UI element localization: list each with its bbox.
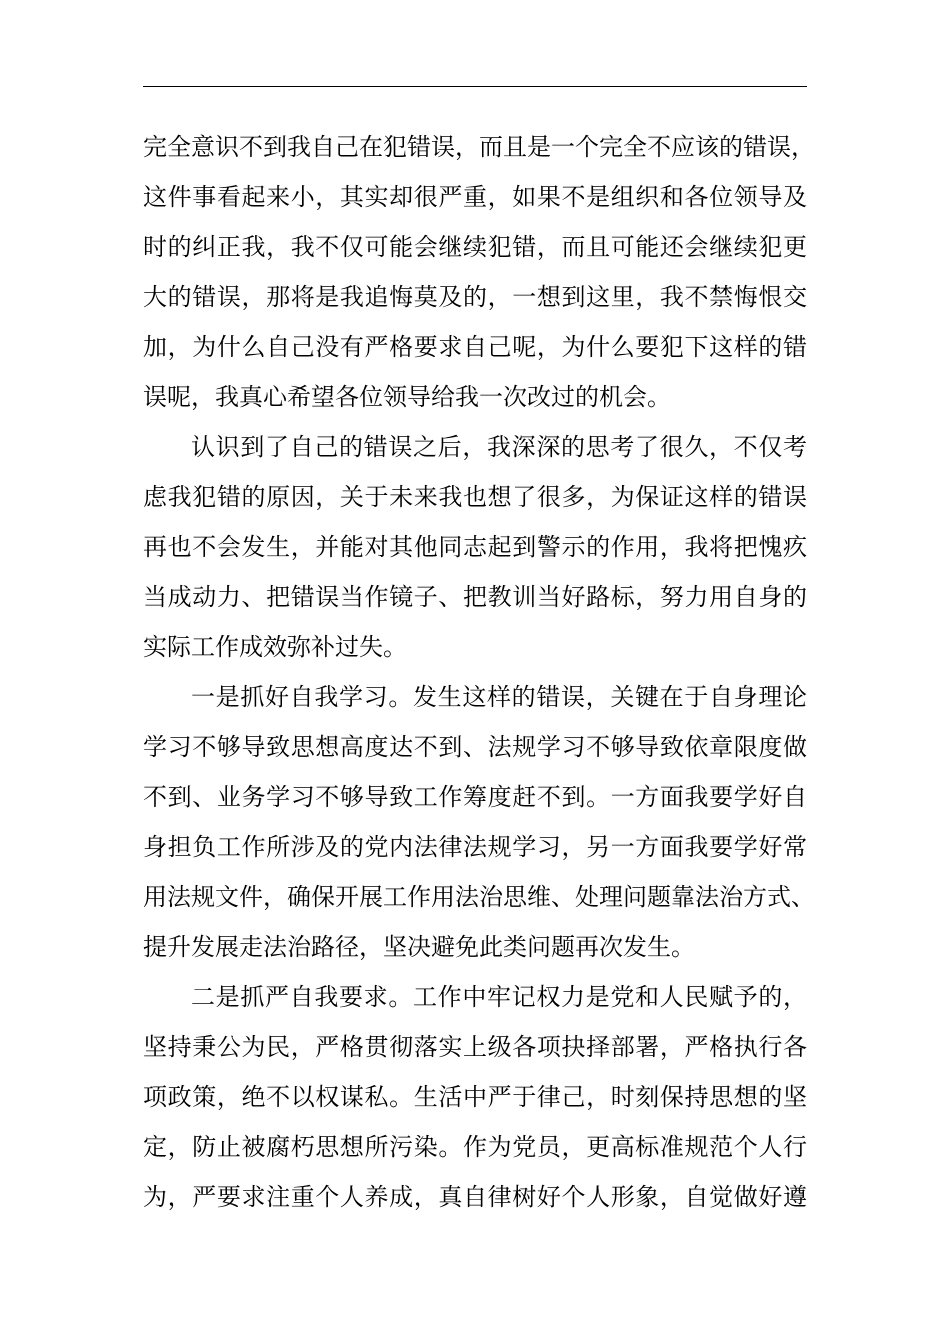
- paragraph-2: [143, 422, 807, 672]
- text-line: 用法规文件，确保开展工作用法治思维、处理问题靠法治方式、: [143, 883, 815, 911]
- text-line: 大的错误，那将是我追悔莫及的，一想到这里，我不禁悔恨交: [143, 283, 807, 311]
- text-line: 不到、业务学习不够导致工作筹度赶不到。一方面我要学好自: [143, 783, 807, 811]
- text-line: 当成动力、把错误当作镜子、把教训当好路标，努力用自身的: [143, 583, 807, 611]
- text-line: 一是抓好自我学习。发生这样的错误，关键在于自身理论: [191, 683, 807, 711]
- text-line: 这件事看起来小，其实却很严重，如果不是组织和各位领导及: [143, 183, 807, 211]
- body-text: [143, 122, 815, 1222]
- text-line: 身担负工作所涉及的党内法律法规学习，另一方面我要学好常: [143, 833, 807, 861]
- paragraph-4: [143, 972, 807, 1222]
- text-line: 学习不够导致思想高度达不到、法规学习不够导致依章限度做: [143, 733, 807, 761]
- text-line: 误呢，我真心希望各位领导给我一次改过的机会。: [143, 383, 671, 411]
- text-line: 实际工作成效弥补过失。: [143, 633, 407, 661]
- header-rule: [143, 86, 807, 87]
- text-line: 认识到了自己的错误之后，我深深的思考了很久，不仅考: [191, 433, 807, 461]
- text-line: 定，防止被腐朽思想所污染。作为党员，更高标准规范个人行: [143, 1133, 807, 1161]
- text-line: 完全意识不到我自己在犯错误，而且是一个完全不应该的错误，: [143, 133, 815, 161]
- text-line: 再也不会发生，并能对其他同志起到警示的作用，我将把愧疚: [143, 533, 807, 561]
- text-line: 二是抓严自我要求。工作中牢记权力是党和人民赋予的，: [191, 983, 807, 1011]
- text-line: 加，为什么自己没有严格要求自己呢，为什么要犯下这样的错: [143, 333, 807, 361]
- text-line: 虑我犯错的原因，关于未来我也想了很多，为保证这样的错误: [143, 483, 807, 511]
- text-line: 项政策，绝不以权谋私。生活中严于律己，时刻保持思想的坚: [143, 1083, 807, 1111]
- text-line: 时的纠正我，我不仅可能会继续犯错，而且可能还会继续犯更: [143, 233, 807, 261]
- text-line: 为，严要求注重个人养成，真自律树好个人形象，自觉做好遵: [143, 1183, 807, 1211]
- paragraph-3: [143, 672, 815, 972]
- paragraph-1: [143, 122, 815, 422]
- text-line: 坚持秉公为民，严格贯彻落实上级各项抉择部署，严格执行各: [143, 1033, 807, 1061]
- text-line: 提升发展走法治路径，坚决避免此类问题再次发生。: [143, 933, 695, 961]
